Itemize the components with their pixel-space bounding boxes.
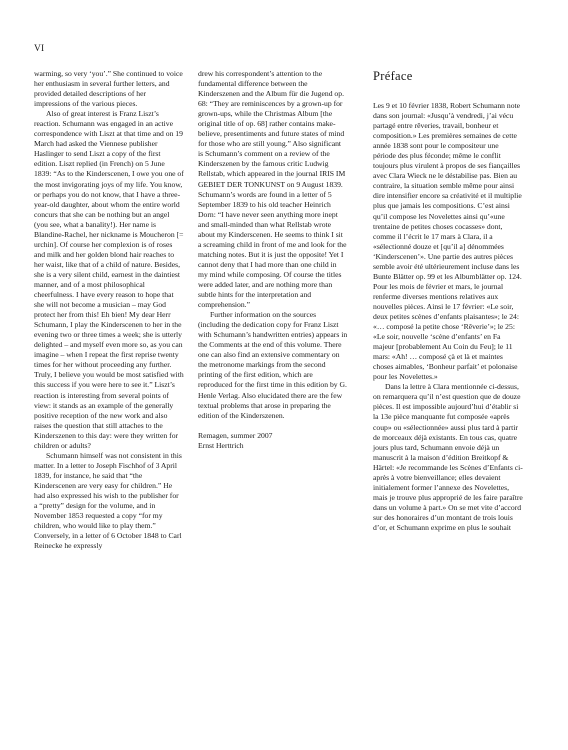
- column-english-left: [34, 69, 184, 551]
- column-french: [373, 69, 523, 533]
- paragraph: Further information on the sources (including the dedication copy for Franz Liszt with Schumann’s handwritten entries) appears in the Comments at the end of this volume. There one can also find an extensive commentary on the metronome markings from the second printing of the first edition, which are reproduced for the first time in this edition by G. Henle Verlag. Also elucidated there are the few textual problems that arose in preparing the edition of the Kinderszenen.: [198, 310, 348, 420]
- page-number: VI: [34, 44, 45, 54]
- signature-block: [198, 431, 348, 451]
- paragraph: Also of great interest is Franz Liszt’s reaction. Schumann was engaged in an active correspondence with Liszt at that time and on 19 March had asked the Viennese publisher Haslinger to send Liszt a copy of the first edition. Liszt replied (in French) on 5 June 1839: “As to the Kinderscenen, I owe you one of the most invigorating joys of my life. You know, or perhaps you do not know, that I have a three-year-old daughter, about whom the entire world concurs that she can be nothing but an angel (you see, what a banality!). Her name is Blandine-Rachel, her nickname is Moucheron [= urchin]. Of course her complexion is of roses and milk and her golden blond hair reaches to her waist, like that of a child of nature. Besides, she is a very silent child, earnest in the daintiest manner, and of a most philosophical cheerfulness. I have every reason to hope that she will not become a musician – may God protect her from this! Eh bien! My dear Herr Schumann, I play the Kinderscenen to her in the evening two or three times a week; she is utterly delighted – and myself even more so, as you can imagine – when I repeat the first reprise twenty times for her without proceeding any further. Truly, I believe you would be most satisfied with this success if you were here to see it.” Liszt’s reaction is interesting from several points of view: it stands as an example of the generally positive reception of the new work and also raises the question that still attaches to the Kinderszenen to this day: were they written for children or adults?: [34, 109, 184, 450]
- paragraph: Dans la lettre à Clara mentionnée ci-dessus, on remarquera qu’il n’est question que de douze pièces. Il est impossible aujourd’hui d’établir si la 13e pièce manquante fut composée «après coup» ou «sélectionnée» aussi plus tard à partir de morceaux déjà existants. En tous cas, quatre jours plus tard, Schumann envoie déjà un manuscrit à la maison d’édition Breitkopf & Härtel: «Je recommande les Scènes d’Enfants ci-après à votre bienveillance; elles devaient initialement former l’annexe des Novelettes, mais je trouve plus approprié de les faire paraître dans un volume à part.» On se met vite d’accord sur des honoraires d’un montant de trois louis d’or, et Schumann exprime en plus le souhait: [373, 382, 523, 532]
- signature-author: Ernst Herttrich: [198, 440, 244, 450]
- column-english-right: [198, 69, 348, 451]
- paragraph: drew his correspondent’s attention to the fundamental difference between the Kinderszenen and the Album für die Jugend op. 68: “They are reminiscences by a grown-up for grown-ups, while the Christmas Album [the original title of op. 68] rather contains make-believe, presentiments and future states of mind for those who are still young.” Also significant is Schumann’s comment on a review of the Kinderszenen by the famous critic Ludwig Rellstab, which appeared in the journal IRIS IM GEBIET DER TONKUNST on 9 August 1839. Schumann’s words are found in a letter of 5 September 1839 to his old teacher Heinrich Dorn: “I have never seen anything more inept and small-minded than what Rellstab wrote about my Kinderscenen. He seems to think I sit a screaming child in front of me and look for the matching notes. But it is just the opposite! Yet I cannot deny that I had more than one child in my mind while composing. Of course the titles were added later, and are nothing more than subtle hints for the interpretation and comprehension.”: [198, 69, 347, 310]
- section-title: Préface: [373, 69, 413, 83]
- paragraph: Schumann himself was not consistent in this matter. In a letter to Joseph Fischhof of 3 April 1839, for instance, he said that “the Kinderscenen are very easy for children.” He had also expressed his wish to the publisher for a “pretty” design for the volume, and in November 1853 requested a copy “for my children, who would like to play them.” Conversely, in a letter of 6 October 1848 to Carl Reinecke he expressly: [34, 450, 182, 551]
- paragraph: warming, so very ‘you’.” She continued to voice her enthusiasm in several further letters, and provided detailed descriptions of her impressions of the various pieces.: [34, 69, 183, 109]
- paragraph: Les 9 et 10 février 1838, Robert Schumann note dans son journal: «Jusqu’à vendredi, j’ai vécu partagé entre rêveries, travail, bonheur et composition.» Les premières semaines de cette année 1838 sont pour le compositeur une période des plus féconde; même le conflit toujours plus virulent à propos de ses fiançailles avec Clara Wieck ne le déstabilise pas. Bien au contraire, la situation semble même pour ainsi dire intensifier encore sa créativité et il multiplie plus que jamais les compositions. C’est ainsi qu’il compose les Novelettes ainsi qu’«une trentaine de petites choses cocasses» dont, comme il l’écrit le 17 mars à Clara, il a «sélectionné douze et [qu’il a] dénommées ‘Kinderscenen’». Une partie des autres pièces semble avoir été ultérieurement incluse dans les Bunte Blätter op. 99 et les Albumblätter op. 124. Pour les mois de février et mars, le journal renferme diverses mentions relatives aux nouvelles pièces. Ainsi le 17 février: «Le soir, deux petites scènes d’enfants plaisantes»; le 24: «… composé la petite chose ‘Rêverie’»; le 25: «Le soir, nouvelle ‘scène d’enfants’ en Fa majeur [probablement Au Coin du Feu]; le 11 mars: «Ah! … composé çà et là et maintes choses aimables, ‘Bonheur parfait’ et polonaise pour les Novelettes.»: [373, 101, 522, 382]
- signature-place-date: Remagen, summer 2007: [198, 430, 273, 440]
